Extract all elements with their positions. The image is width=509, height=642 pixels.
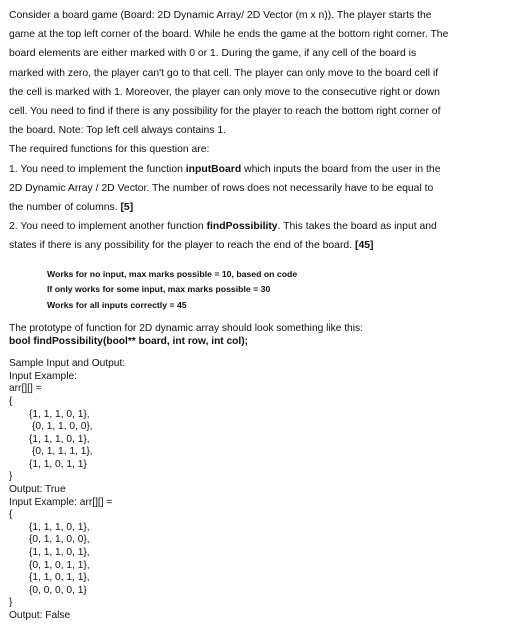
function-name: findPossibility bbox=[206, 221, 278, 233]
marks-label: [5] bbox=[120, 202, 134, 214]
sample-heading: Sample Input and Output: bbox=[9, 358, 126, 370]
text-line: the cell is marked with 1. Moreover, the player can only move to the consecutive right or down bbox=[9, 86, 440, 98]
text-span: . This takes the board as input and bbox=[277, 221, 437, 233]
array-row: {1, 1, 1, 0, 1}, bbox=[29, 408, 90, 420]
marks-label: [45] bbox=[354, 240, 374, 252]
sample-section bbox=[9, 358, 501, 622]
array-row: {0, 1, 1, 0, 0}, bbox=[32, 421, 93, 433]
text-span: states if there is any possibility for the player to reach the end of the board. bbox=[9, 240, 355, 252]
example-1-label: Input Example: bbox=[9, 370, 77, 382]
array-row: {0, 1, 1, 1, 1}, bbox=[32, 446, 93, 458]
array-row: {1, 1, 0, 1, 1}, bbox=[29, 572, 90, 584]
function-1-line bbox=[9, 160, 501, 179]
example-2-output: Output: False bbox=[9, 610, 71, 622]
array-row: {0, 1, 1, 0, 0}, bbox=[29, 534, 90, 546]
array-row: {1, 1, 1, 0, 1}, bbox=[29, 433, 90, 445]
prototype-code: bool findPossibility(bool** board, int row, int col); bbox=[9, 336, 249, 348]
example-1-output: Output: True bbox=[9, 484, 66, 496]
text-line: board elements are either marked with 0 or 1. During the game, if any cell of the board is bbox=[9, 48, 417, 60]
example-1-array-name: arr[][] = bbox=[9, 383, 42, 395]
close-brace: } bbox=[9, 597, 13, 609]
text-span: the number of columns. bbox=[9, 202, 121, 214]
open-brace: { bbox=[9, 509, 13, 521]
problem-statement bbox=[9, 6, 501, 256]
array-row: {0, 0, 0, 0, 1} bbox=[29, 584, 87, 596]
text-line: game at the top left corner of the board. While he ends the game at the bottom right corner. The bbox=[9, 29, 449, 41]
marking-item: Works for no input, max marks possible = 10, based on code bbox=[47, 268, 298, 279]
function-name: inputBoard bbox=[185, 163, 242, 175]
marking-scheme bbox=[47, 267, 501, 314]
array-row: {1, 1, 0, 1, 1} bbox=[29, 458, 87, 470]
text-line: 2D Dynamic Array / 2D Vector. The number of rows does not necessarily have to be equal to bbox=[9, 182, 434, 194]
text-span: 2. You need to implement another function bbox=[9, 221, 207, 233]
array-row: {0, 1, 0, 1, 1}, bbox=[29, 559, 90, 571]
close-brace: } bbox=[9, 471, 13, 483]
text-line: The required functions for this question are: bbox=[9, 144, 210, 156]
text-line: the board. Note: Top left cell always contains 1. bbox=[9, 125, 226, 137]
marking-item: Works for all inputs correctly = 45 bbox=[47, 299, 187, 310]
function-1-marks-line bbox=[9, 198, 501, 217]
text-line: Consider a board game (Board: 2D Dynamic Array/ 2D Vector (m x n)). The player starts the bbox=[9, 10, 432, 21]
text-span: which inputs the board from the user in the bbox=[241, 163, 441, 175]
array-row: {1, 1, 1, 0, 1}, bbox=[29, 521, 90, 533]
open-brace: { bbox=[9, 395, 13, 407]
document bbox=[9, 6, 501, 623]
marking-item: If only works for some input, max marks possible = 30 bbox=[47, 284, 271, 295]
text-line: cell. You need to find if there is any possibility for the player to reach the bottom right corner of bbox=[9, 106, 441, 118]
function-2-marks-line bbox=[9, 236, 501, 255]
text-line: marked with zero, the player can't go to that cell. The player can only move to the board cell if bbox=[9, 67, 439, 79]
example-2-label: Input Example: arr[][] = bbox=[9, 496, 113, 508]
function-2-line bbox=[9, 217, 501, 236]
array-row: {1, 1, 1, 0, 1}, bbox=[29, 547, 90, 559]
text-span: 1. You need to implement the function bbox=[9, 163, 186, 175]
prototype-section bbox=[9, 322, 501, 348]
prototype-intro: The prototype of function for 2D dynamic array should look something like this: bbox=[9, 323, 363, 335]
